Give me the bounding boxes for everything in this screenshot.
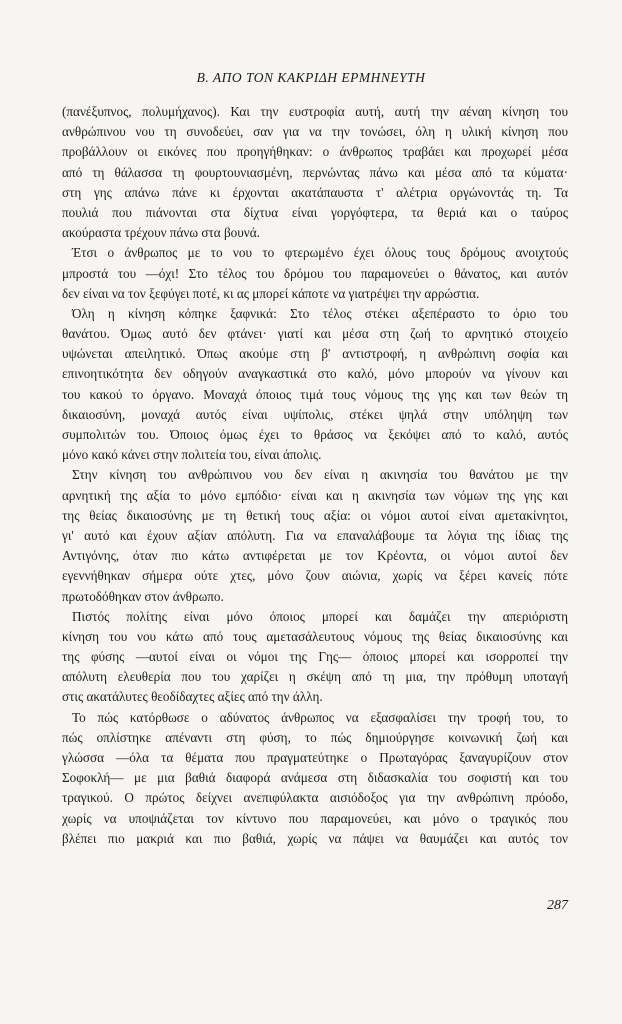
text-line: μπροστά του —όχι! Στο τέλος του δρόμου του παραμονεύει ο θάνατος, και αυτόν bbox=[62, 265, 568, 281]
page-header: Β. ΑΠΟ ΤΟΝ ΚΑΚΡΙΔΗ ΕΡΜΗΝΕΥΤΗ bbox=[196, 70, 426, 85]
text-line: Στην κίνηση του ανθρώπινου νου δεν είναι η ακινησία του θανάτου με την bbox=[72, 467, 568, 483]
text-line: τραγικού. Ο πρώτος δείχνει ανεπιφύλακτα αισιόδοξος για την ανθρώπινη πρόοδο, bbox=[62, 790, 568, 806]
text-line: επινοητικότητα δεν οδηγούν αναγκαστικά στο καλό, μόνο μπορούν να γίνουν και bbox=[62, 366, 568, 382]
text-line: στη γης απάνω πάνε κι έρχονται ακατάπαυστα τ' αλέτρια οργώνοντάς τη. Τα bbox=[62, 184, 568, 200]
text-line: γι' αυτό και έχουν αξίαν απόλυτη. Για να επαναλάβουμε τα λόγια της ίδιας της bbox=[62, 527, 568, 543]
text-line: δικαιοσύνη, μοναχά αυτός είναι υψίπολις, στέκει ψηλά στην υπόληψη των bbox=[62, 406, 568, 422]
text-line: κίνηση του νου κάτω από τους αμετασάλευτους νόμους της θείας δικαιοσύνης και bbox=[62, 628, 568, 644]
text-line: πρωτοδόθηκαν στον άνθρωπο. bbox=[62, 588, 224, 604]
text-line: Σοφοκλή— με μια βαθιά διαφορά ανάμεσα στη διδασκαλία του σοφιστή και του bbox=[62, 770, 568, 786]
text-line: αρνητική της αξία το μόνο εμπόδιο· είναι και η ακινησία των νόμων της γης και bbox=[62, 487, 568, 503]
text-line: Πιστός πολίτης είναι μόνο όποιος μπορεί και δαμάζει την απεριόριστη bbox=[72, 608, 568, 624]
text-line: ακούραστα τρέχουν πάνω στα βουνά. bbox=[62, 225, 260, 241]
text-line: γλώσσα —όλα τα θέματα που πραγματεύτηκε ο Πρωταγόρας ξαναγυρίζουν στον bbox=[62, 750, 568, 765]
text-line: Το πώς κατόρθωσε ο αδύνατος άνθρωπος να εξασφαλίσει την τροφή του, το bbox=[72, 709, 568, 725]
text-line: συμπολιτών του. Όποιος όμως έχει το θράσος να ξεκόψει από το καλό, αυτός bbox=[62, 427, 568, 442]
text-line: χωρίς να υποψιάζεται τον κίντυνο που παραμονεύει, και μόνο ο τραγικός που bbox=[62, 810, 568, 826]
text-line: εγεννήθηκαν σήμερα ούτε χτες, μόνο ζουν αιώνια, χωρίς να ξέρει κανείς πότε bbox=[62, 568, 568, 584]
text-line: στις ακατάλυτες θεοδίδαχτες αξίες από την άλλη. bbox=[62, 689, 323, 705]
body-text bbox=[62, 102, 568, 849]
text-line: απόλυτη ελευθερία που του χαρίζει η σκέψη από τη μια, την πρόθυμη υποταγή bbox=[62, 669, 568, 685]
text-line: από τη θάλασσα τη φουρτουνιασμένη, περνώντας πάνω και μέσα από τα κύματα· bbox=[62, 164, 568, 180]
text-line: πουλιά που πιάνονται στα δίχτυα είναι γοργόφτερα, τα θεριά και ο ταύρος bbox=[62, 204, 568, 220]
text-line: βλέπει πιο μακριά και πιο βαθιά, χωρίς να πάψει να θαυμάζει και αυτός τον bbox=[62, 830, 568, 846]
page-number: 287 bbox=[547, 898, 568, 913]
text-line: Έτσι ο άνθρωπος με το νου το φτερωμένο έχει όλους τους δρόμους ανοιχτούς bbox=[72, 245, 568, 261]
text-line: προβάλλουν οι εικόνες που προηγήθηκαν: ο άνθρωπος τραβάει και προχωρεί μέσα bbox=[62, 144, 568, 160]
text-line: της φύσης —αυτοί είναι οι νόμοι της Γης— όποιος μπορεί και ισορροπεί την bbox=[62, 649, 568, 665]
text-line: μόνο κακό κάνει στην πολιτεία του, είναι άπολις. bbox=[62, 447, 322, 463]
text-line: ανθρώπινου νου τη συνοδεύει, σαν για να την τονώσει, όλη η υλική κίνηση που bbox=[62, 124, 568, 140]
text-line: Αντιγόνης, όταν πιο κάτω αντιφέρεται με τον Κρέοντα, οι νόμοι αυτοί δεν bbox=[62, 548, 568, 564]
text-line: (πανέξυπνος, πολυμήχανος). Και την ευστροφία αυτή, αυτή την αέναη κίνηση του bbox=[62, 104, 568, 119]
text-line: πώς οπλίστηκε απέναντι στη φύση, το πώς δημιούργησε κοινωνική ζωή και bbox=[62, 729, 568, 745]
text-line: της θείας δικαιοσύνης με τη θετική τους αξία: οι νόμοι αυτοί είναι αμετακίνητοι, bbox=[62, 507, 568, 523]
text-line: υψώνεται απειλητικό. Όπως ακούμε στη β' αντιστροφή, η ανθρώπινη σοφία και bbox=[62, 346, 568, 362]
text-line: δεν είναι να τον ξεφύγει ποτέ, κι ας μπορεί κάποτε να γιατρέψει την αρρώστια. bbox=[62, 285, 480, 301]
text-line: Όλη η κίνηση κόπηκε ξαφνικά: Στο τέλος στέκει αξεπέραστο το όριο του bbox=[72, 305, 568, 321]
text-line: του κακού το όργανο. Μοναχά όποιος τιμά τους νόμους της γης και των θεών τη bbox=[62, 386, 568, 402]
text-line: θανάτου. Όμως αυτό δεν φτάνει· γιατί και μέσα στη ζωή το αρνητικό στοιχείο bbox=[62, 326, 568, 342]
